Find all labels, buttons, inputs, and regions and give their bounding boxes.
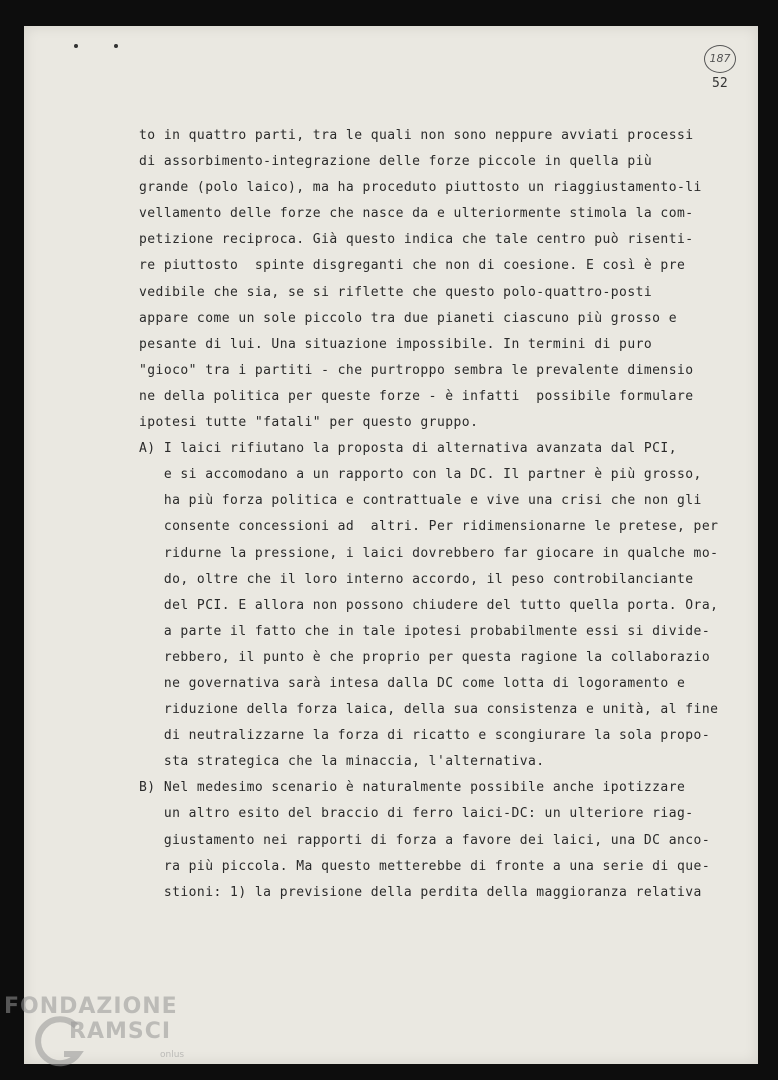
punch-mark [114,44,118,48]
text-line: re piuttosto spinte disgreganti che non di coesione. E così è pre [139,258,686,274]
text-line: ne della politica per queste forze - è infatti possibile formulare [139,388,694,404]
text-line: A) I laici rifiutano la proposta di alternativa avanzata dal PCI, [139,441,677,457]
text-line: ha più forza politica e contrattuale e vive una crisi che non gli [139,493,702,509]
text-line: un altro esito del braccio di ferro laici-DC: un ulteriore riag- [139,806,694,822]
text-line: del PCI. E allora non possono chiudere del tutto quella porta. Ora, [139,597,719,613]
watermark-line2: RAMSCI [69,1019,172,1044]
text-line: pesante di lui. Una situazione impossibile. In termini di puro [139,336,653,352]
text-line: vellamento delle forze che nasce da e ulteriormente stimola la com- [139,206,694,222]
text-line: di assorbimento-integrazione delle forze piccole in quella più [139,154,653,170]
text-line: petizione reciproca. Già questo indica che tale centro può risenti- [139,232,694,248]
archive-stamp: 187 [704,45,736,73]
text-line: B) Nel medesimo scenario è naturalmente possibile anche ipotizzare [139,780,686,796]
text-line: rebbero, il punto è che proprio per questa ragione la collaborazio [139,649,711,665]
text-line: stioni: 1) la previsione della perdita della maggioranza relativa [139,884,702,900]
text-line: grande (polo laico), ma ha proceduto piuttosto un riaggiustamento-li [139,180,702,196]
text-line: consente concessioni ad altri. Per ridimensionarne le pretese, per [139,519,719,535]
punch-mark [74,44,78,48]
text-line: a parte il fatto che in tale ipotesi probabilmente essi si divide- [139,623,711,639]
text-line: to in quattro parti, tra le quali non sono neppure avviati processi [139,128,694,143]
text-line: sta strategica che la minaccia, l'alternativa. [139,754,545,770]
text-line: ridurne la pressione, i laici dovrebbero far giocare in qualche mo- [139,545,719,561]
text-line: di neutralizzarne la forza di ricatto e scongiurare la sola propo- [139,728,711,744]
watermark-sub: onlus [160,1050,185,1060]
text-line: e si accomodano a un rapporto con la DC. Il partner è più grosso, [139,467,702,483]
text-line: appare come un sole piccolo tra due pianeti ciascuno più grosso e [139,310,677,326]
watermark-line1: FONDAZIONE [4,994,178,1019]
text-line: "gioco" tra i partiti - che purtroppo sembra le prevalente dimensio [139,362,694,378]
text-line: ra più piccola. Ma questo metterebbe di fronte a una serie di que- [139,858,711,874]
watermark [4,994,204,1074]
document-page [24,26,758,1064]
text-line: ipotesi tutte "fatali" per questo gruppo. [139,415,479,431]
text-line: giustamento nei rapporti di forza a favore dei laici, una DC anco- [139,832,711,848]
text-line: do, oltre che il loro interno accordo, il peso controbilanciante [139,571,694,587]
text-line: vedibile che sia, se si riflette che questo polo-quattro-posti [139,284,653,300]
typed-text [139,123,751,906]
text-line: riduzione della forza laica, della sua consistenza e unità, al fine [139,702,719,718]
page-number: 52 [712,76,728,91]
text-line: ne governativa sarà intesa dalla DC come lotta di logoramento e [139,675,686,691]
